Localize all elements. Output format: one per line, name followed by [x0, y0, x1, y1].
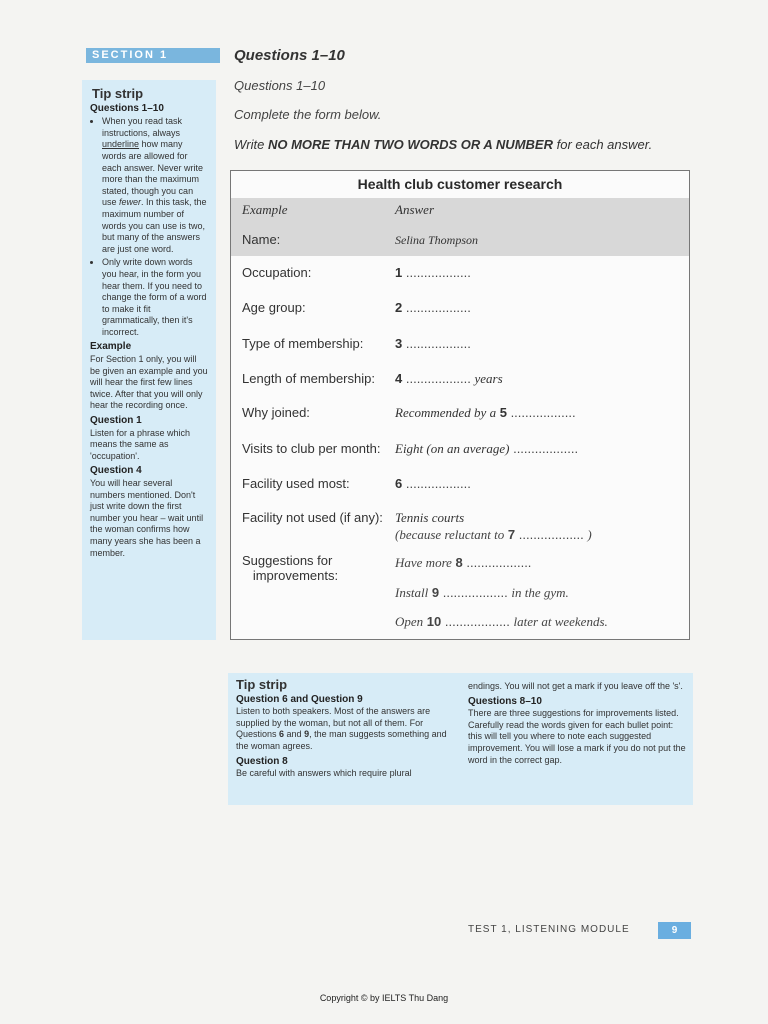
tip-bullets	[90, 116, 208, 338]
gap-3[interactable]: 3 ..................	[395, 336, 471, 351]
tip-q6-q9-text: Listen to both speakers. Most of the answers are supplied by the woman, but not all of them. For Questions 6 and 9, the man suggests something and the woman agrees.	[236, 706, 447, 751]
tip-q8-10-text: There are three suggestions for improvements listed. Carefully read the words given for each bullet point: this will tell you where to note each suggested improvement. You will lose a mark if you do not put the word in the correct gap.	[468, 708, 686, 765]
write-bold: NO MORE THAN TWO WORDS OR A NUMBER	[267, 137, 553, 152]
tip-head-question-1: Question 1	[90, 415, 142, 427]
questions-subheading: Questions 1–10	[234, 78, 326, 93]
tip-head-q8-10: Questions 8–10	[468, 695, 542, 707]
form-title: Health club customer research	[357, 176, 563, 192]
why-label: Why joined:	[242, 405, 310, 420]
write-prefix: Write	[234, 137, 268, 152]
tip-strip-bottom	[228, 673, 693, 805]
visits-label: Visits to club per month:	[242, 441, 381, 456]
row-facility-not-used	[242, 510, 464, 526]
gap-8[interactable]: Have more 8 ..................	[395, 555, 532, 570]
copyright: Copyright © by IELTS Thu Dang	[319, 993, 449, 1003]
gap-6[interactable]: 6 ..................	[395, 476, 471, 491]
bullet1-c: . In this task, the maximum number of words you can use is two, but many of the answers are just one word.	[102, 197, 207, 254]
tip-head-question-4: Question 4	[90, 465, 142, 477]
tip-head-example: Example	[90, 341, 132, 353]
gap-5[interactable]: Recommended by a 5 ..................	[395, 405, 576, 420]
tip-q8-cont: endings. You will not get a mark if you leave off the 's'.	[468, 681, 683, 691]
example-label: Example	[242, 202, 288, 217]
tennis-text: Tennis courts	[395, 510, 465, 525]
questions-heading: Questions 1–10	[234, 47, 345, 64]
row-example	[242, 202, 434, 218]
length-label: Length of membership:	[242, 371, 375, 386]
years-text: years	[474, 371, 503, 386]
name-label: Name:	[242, 232, 281, 247]
row-membership-length	[242, 371, 503, 387]
bullet1-a: When you read task instructions, always	[102, 116, 183, 138]
instruction-write	[234, 137, 652, 152]
row-occupation	[242, 265, 471, 280]
tip-question-4-text: You will hear several numbers mentioned. Don't just write down the first number you hear – wait until the woman confirms how many years she has been a member.	[90, 478, 204, 558]
bullet1-underline: underline	[102, 139, 140, 150]
gap-7[interactable]: (because reluctant to 7 .................. )	[395, 527, 592, 542]
tip-bottom-col-1	[236, 679, 458, 780]
suggestions-label: Suggestions for improvements:	[242, 553, 339, 583]
answer-label: Answer	[395, 202, 434, 217]
gap-1[interactable]: 1 ..................	[395, 265, 471, 280]
tip-q8-text: Be careful with answers which require plural	[236, 768, 412, 779]
gap-10[interactable]: Open 10 .................. later at weekends.	[395, 614, 608, 629]
facility-not-label: Facility not used (if any):	[242, 510, 383, 525]
customer-research-form	[230, 170, 690, 640]
visits-value: Eight (on an average) ..................	[395, 441, 579, 456]
module-footer: TEST 1, LISTENING MODULE	[468, 924, 630, 935]
tip-example-text: For Section 1 only, you will be given an example and you will hear the first few lines twice. After that you will only hear the recording once.	[90, 354, 208, 411]
tip-head-q6-q9: Question 6 and Question 9	[236, 693, 363, 705]
bullet1-italic: fewer	[119, 197, 142, 208]
gap-4[interactable]: 4 .................. years	[395, 371, 503, 386]
write-suffix: for each answer.	[552, 137, 653, 152]
instruction-complete: Complete the form below.	[234, 107, 382, 122]
name-value: Selina Thompson	[395, 233, 479, 247]
tip-bottom-title: Tip strip	[236, 677, 288, 692]
row-age-group	[242, 300, 471, 315]
tip-head-q8: Question 8	[236, 755, 288, 767]
tip-head-questions-1-10: Questions 1–10	[90, 102, 164, 114]
row-facility-most	[242, 476, 471, 491]
tip-question-1-text: Listen for a phrase which means the same as 'occupation'.	[90, 427, 191, 461]
age-label: Age group:	[242, 300, 306, 315]
tip-strip-title: Tip strip	[92, 86, 144, 101]
row-why-joined	[242, 405, 576, 421]
row-visits	[242, 441, 578, 457]
tip-bullet-1	[102, 116, 208, 255]
page-number: 9	[658, 922, 691, 939]
row-suggestions	[242, 553, 395, 583]
tip-bullet-2: • Only write down words you hear, in the form you hear them. If you need to change the form of a word to make it fit grammatically, then it's incorrect.	[102, 257, 208, 338]
gap-9[interactable]: Install 9 .................. in the gym.	[395, 585, 569, 600]
bullet1-b: how many words are allowed for each answer. Never write more than the maximum stated, though you can use	[102, 139, 204, 208]
section-label: SECTION 1	[86, 48, 220, 63]
facility-most-label: Facility used most:	[242, 476, 350, 491]
row-membership-type	[242, 336, 471, 351]
membership-label: Type of membership:	[242, 336, 364, 351]
tip-strip-sidebar	[82, 80, 216, 640]
gap-2[interactable]: 2 ..................	[395, 300, 471, 315]
row-name	[242, 232, 478, 248]
occupation-label: Occupation:	[242, 265, 312, 280]
tip-bottom-col-2	[468, 681, 688, 766]
